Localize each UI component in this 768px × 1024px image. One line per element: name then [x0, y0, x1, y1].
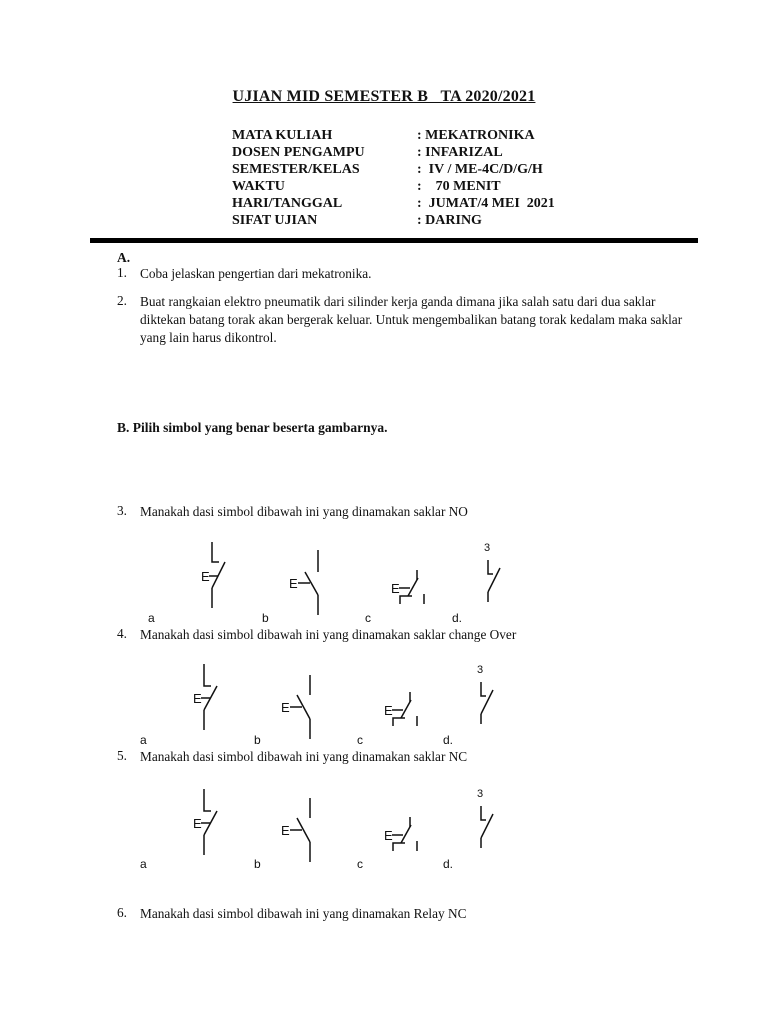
- q4-option-b[interactable]: b: [254, 733, 261, 747]
- header-divider: [90, 238, 698, 243]
- q5-symbol-b-e-label: E: [281, 823, 290, 838]
- q5-option-c[interactable]: c: [357, 857, 363, 871]
- q3-option-d[interactable]: d.: [452, 611, 463, 625]
- q4-symbol-c-e-label: E: [384, 703, 393, 718]
- q5-symbol-a-e-label: E: [193, 816, 202, 831]
- q5-symbol-a: [192, 787, 226, 857]
- info-label-semester: SEMESTER/KELAS: [232, 162, 360, 177]
- q5-option-b[interactable]: b: [254, 857, 261, 871]
- q3-symbol-b: [288, 550, 322, 620]
- q3-symbol-d: [484, 558, 506, 604]
- q4-symbol-a: [192, 662, 226, 732]
- question-number-1: 1.: [117, 265, 127, 280]
- q4-symbol-d: [477, 680, 499, 726]
- info-value-time: : 70 MENIT: [417, 179, 501, 194]
- info-value-semester: : IV / ME-4C/D/G/H: [417, 162, 543, 177]
- info-label-exam-type: SIFAT UJIAN: [232, 213, 318, 228]
- q4-symbol-c: [383, 690, 423, 730]
- q3-symbol-a: [200, 540, 234, 610]
- info-value-exam-type: : DARING: [417, 213, 482, 228]
- question-number-3: 3.: [117, 503, 127, 518]
- info-label-lecturer: DOSEN PENGAMPU: [232, 145, 365, 160]
- q5-symbol-d-pin-label: 3: [477, 788, 484, 800]
- question-2-text: Buat rangkaian elektro pneumatik dari silinder kerja ganda dimana jika salah satu dari dua saklar diktekan batang torak akan bergerak keluar. Untuk mengembalikan batang torak kedalam maka saklar yang lain harus dikontrol.: [140, 294, 683, 345]
- question-number-4: 4.: [117, 626, 127, 641]
- question-6-text: Manakah dasi simbol dibawah ini yang dinamakan Relay NC: [140, 906, 467, 921]
- q4-option-a[interactable]: a: [140, 733, 147, 747]
- info-value-lecturer: : INFARIZAL: [417, 145, 503, 160]
- section-a-heading: A.: [117, 250, 131, 265]
- question-4-text: Manakah dasi simbol dibawah ini yang dinamakan saklar change Over: [140, 627, 517, 642]
- question-5-text: Manakah dasi simbol dibawah ini yang dinamakan saklar NC: [140, 749, 468, 764]
- q5-symbol-b: [280, 798, 314, 868]
- q3-symbol-c-e-label: E: [391, 581, 400, 596]
- q4-symbol-b: [280, 675, 314, 745]
- question-1-text: Coba jelaskan pengertian dari mekatronika.: [140, 266, 372, 281]
- q4-symbol-b-e-label: E: [281, 700, 290, 715]
- q3-option-b[interactable]: b: [262, 611, 269, 625]
- info-label-date: HARI/TANGGAL: [232, 196, 343, 211]
- question-3-text: Manakah dasi simbol dibawah ini yang dinamakan saklar NO: [140, 504, 468, 519]
- q3-symbol-b-e-label: E: [289, 576, 298, 591]
- q5-symbol-d: [477, 804, 499, 850]
- q5-option-d[interactable]: d.: [443, 857, 454, 871]
- q4-option-c[interactable]: c: [357, 733, 363, 747]
- q5-symbol-c-e-label: E: [384, 828, 393, 843]
- question-number-2: 2.: [117, 293, 127, 308]
- section-b-heading: B. Pilih simbol yang benar beserta gambarnya.: [117, 420, 388, 435]
- q5-option-a[interactable]: a: [140, 857, 147, 871]
- q3-symbol-a-e-label: E: [201, 569, 210, 584]
- info-value-date: : JUMAT/4 MEI 2021: [417, 196, 555, 211]
- q3-option-a[interactable]: a: [148, 611, 155, 625]
- question-number-5: 5.: [117, 748, 127, 763]
- q3-option-c[interactable]: c: [365, 611, 371, 625]
- info-label-time: WAKTU: [232, 179, 285, 194]
- q4-symbol-a-e-label: E: [193, 691, 202, 706]
- q3-symbol-c: [390, 568, 430, 608]
- exam-title: UJIAN MID SEMESTER B TA 2020/2021: [232, 88, 536, 105]
- q5-symbol-c: [383, 815, 423, 855]
- info-label-course: MATA KULIAH: [232, 128, 333, 143]
- question-number-6: 6.: [117, 905, 127, 920]
- info-value-course: : MEKATRONIKA: [417, 128, 535, 143]
- q4-option-d[interactable]: d.: [443, 733, 454, 747]
- q3-symbol-d-pin-label: 3: [484, 542, 491, 554]
- q4-symbol-d-pin-label: 3: [477, 664, 484, 676]
